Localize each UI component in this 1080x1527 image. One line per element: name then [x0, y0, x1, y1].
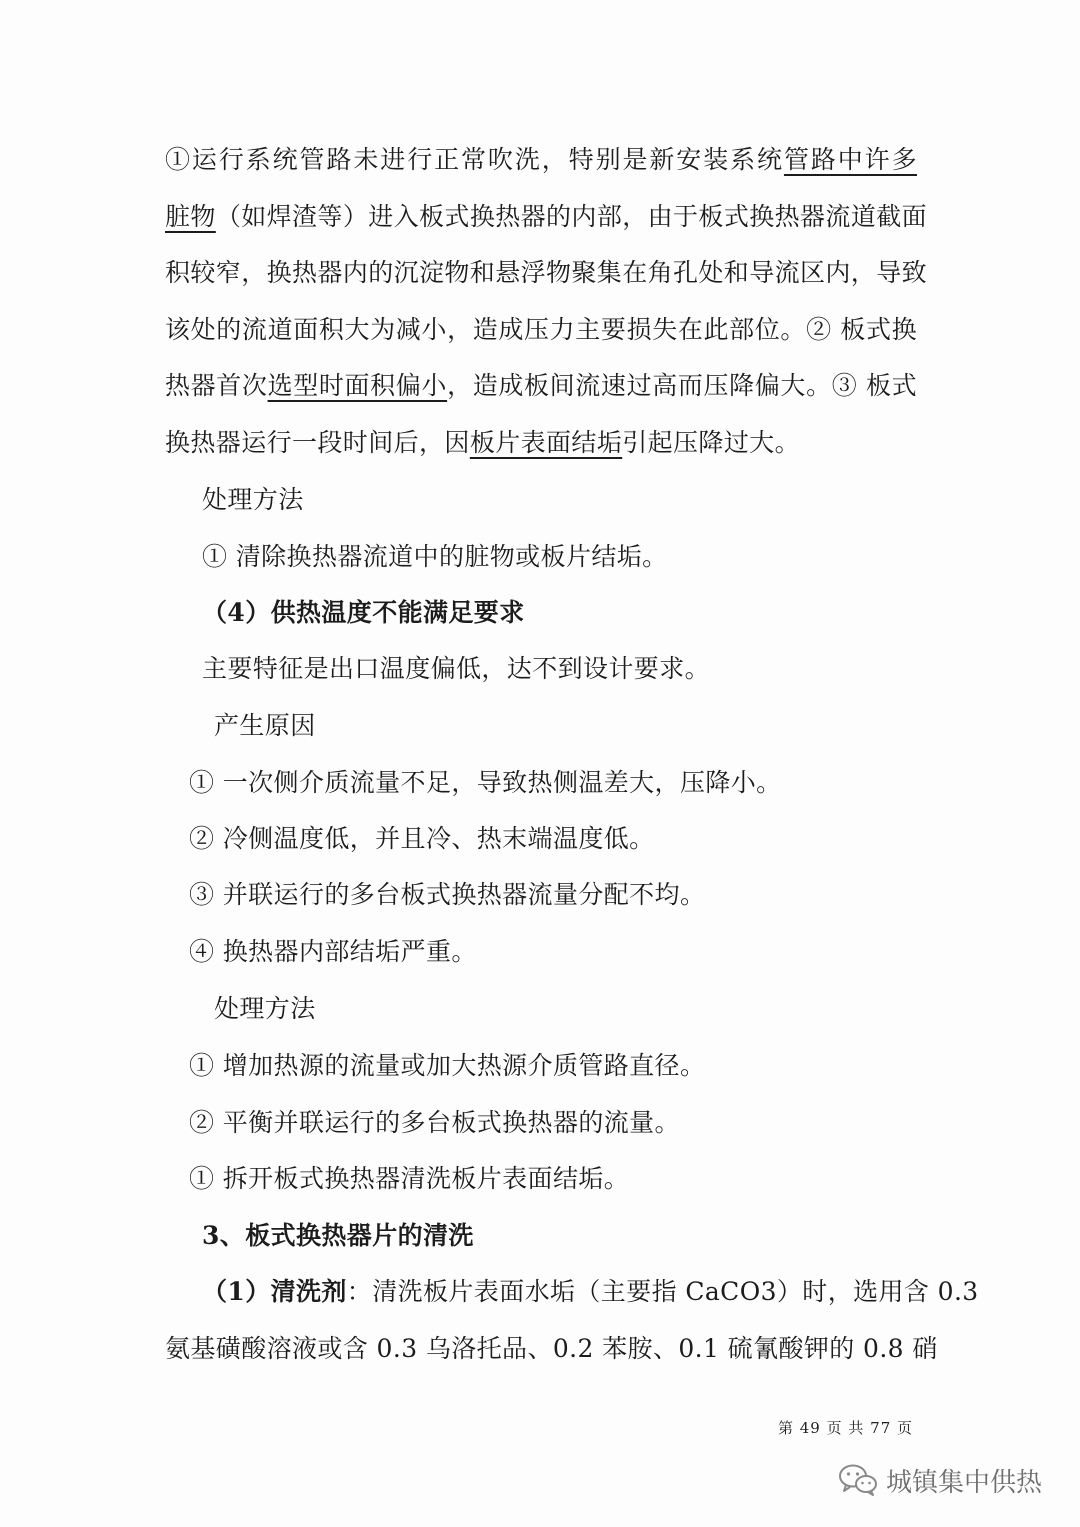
cleaning-label: （1）清洗剂	[202, 1277, 347, 1306]
text-run: 引起压降过大。	[622, 428, 801, 457]
paragraph-line	[165, 426, 800, 460]
paragraph-line	[165, 143, 917, 177]
text-run: 换热器运行一段时间后，因	[165, 428, 470, 457]
text-run: ：清洗板片表面水垢（主要指 CaCO3）时，选用含 0.3	[346, 1277, 979, 1306]
list-item: ① 拆开板式换热器清洗板片表面结垢。	[189, 1164, 630, 1193]
paragraph-line	[202, 1275, 979, 1309]
list-item: ① 增加热源的流量或加大热源介质管路直径。	[189, 1051, 706, 1080]
list-item: ② 冷侧温度低，并且冷、热末端温度低。	[189, 824, 655, 853]
paragraph-line	[165, 200, 928, 234]
cause-title: 产生原因	[214, 711, 316, 740]
section-heading: 3、板式换热器片的清洗	[202, 1221, 474, 1250]
text-run: 热器首次	[165, 371, 268, 400]
method-title: 处理方法	[202, 485, 304, 514]
list-item: ① 清除换热器流道中的脏物或板片结垢。	[202, 542, 668, 571]
text-run: ①运行系统管路未进行正常吹洗，特别是新安装系统	[165, 145, 784, 174]
paragraph-line: 该处的流道面积大为减小，造成压力主要损失在此部位。② 板式换	[165, 315, 917, 344]
text-run: ，造成板间流速过高而压降偏大。③ 板式	[447, 371, 917, 400]
underlined-text: 脏物	[165, 202, 216, 231]
list-item: ③ 并联运行的多台板式换热器流量分配不均。	[189, 880, 706, 909]
underlined-text: 板片表面结垢	[469, 428, 623, 457]
wechat-icon	[838, 1463, 878, 1497]
list-item: ④ 换热器内部结垢严重。	[189, 937, 477, 966]
list-item: ① 一次侧介质流量不足，导致热侧温差大，压降小。	[189, 768, 782, 797]
method-title: 处理方法	[214, 994, 316, 1023]
paragraph-line: 积较窄，换热器内的沉淀物和悬浮物聚集在角孔处和导流区内，导致	[165, 258, 928, 287]
section-feature: 主要特征是出口温度偏低，达不到设计要求。	[202, 654, 711, 683]
page-number: 第 49 页 共 77 页	[778, 1419, 914, 1437]
paragraph-line	[165, 369, 917, 403]
watermark	[838, 1460, 1042, 1500]
underlined-text: 选型时面积偏小	[267, 371, 448, 400]
watermark-text: 城镇集中供热	[886, 1467, 1043, 1498]
section-heading: （4）供热温度不能满足要求	[202, 598, 525, 627]
underlined-text: 管路中许多	[783, 145, 917, 174]
list-item: ② 平衡并联运行的多台板式换热器的流量。	[189, 1108, 680, 1137]
paragraph-line: 氨基磺酸溶液或含 0.3 乌洛托品、0.2 苯胺、0.1 硫氰酸钾的 0.8 硝	[165, 1334, 938, 1363]
text-run: （如焊渣等）进入板式换热器的内部，由于板式换热器流道截面	[215, 202, 928, 231]
